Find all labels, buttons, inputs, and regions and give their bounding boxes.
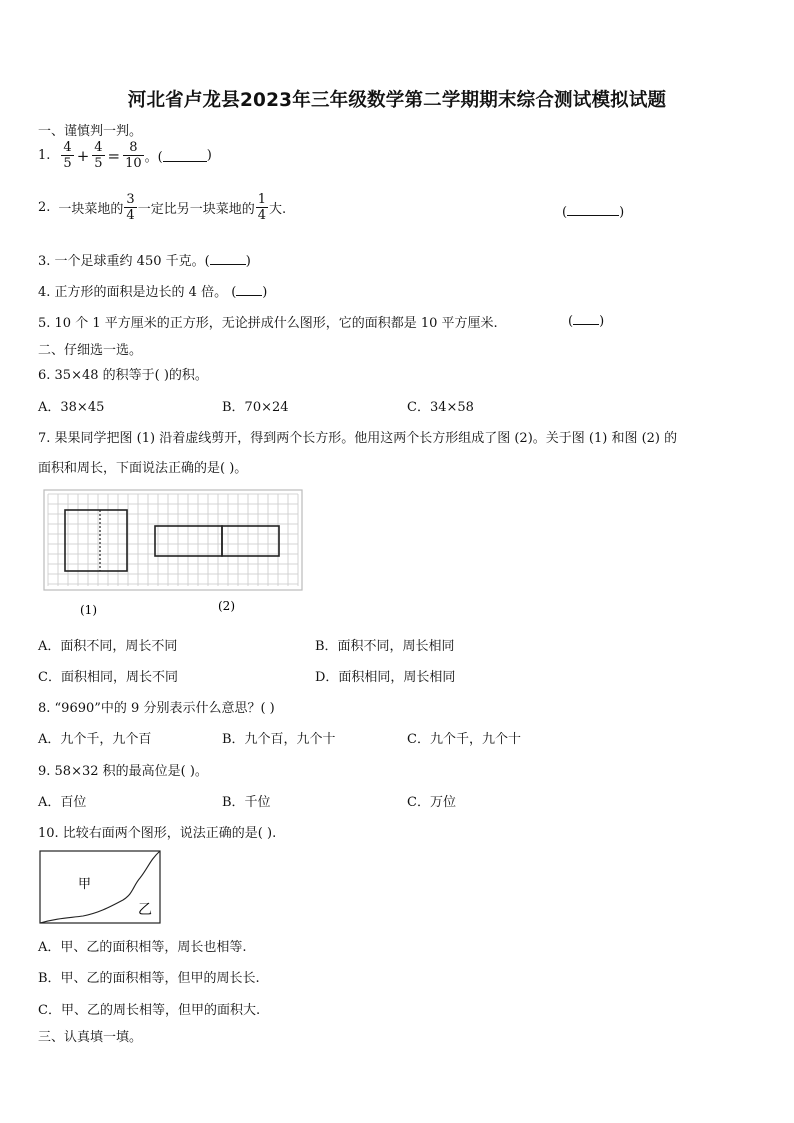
q8-option-a[interactable]: A．九个千，九个百 bbox=[38, 732, 152, 747]
q1-fraction-1: $\frac{4}{5}$ bbox=[63, 140, 72, 171]
q6-option-c[interactable]: C．34×58 bbox=[407, 400, 474, 415]
question-7-line-1: 7. 果果同学把图 (1) 沿着虚线剪开，得到两个长方形。他用这两个长方形组成了图 (2)。关于图 (1) 和图 (2) 的 bbox=[38, 431, 678, 446]
question-6: 6. 35×48 的积等于( )的积。 bbox=[38, 368, 208, 383]
section-3-heading: 三、认真填一填。 bbox=[38, 1030, 143, 1045]
q9-option-a[interactable]: A．百位 bbox=[38, 795, 87, 810]
q5-answer-blank[interactable] bbox=[573, 312, 599, 325]
q5-answer: ( ) bbox=[568, 314, 605, 329]
question-9: 9. 58×32 积的最高位是( )。 bbox=[38, 764, 208, 779]
q10-option-a[interactable]: A．甲、乙的面积相等，周长也相等. bbox=[38, 940, 247, 955]
q7-grid-figure bbox=[40, 484, 310, 620]
q1-equals: = bbox=[107, 146, 121, 165]
q1-fraction-3: $\frac{8}{10}$ bbox=[125, 140, 142, 171]
q10-option-c[interactable]: C．甲、乙的周长相等，但甲的面积大. bbox=[38, 1003, 261, 1018]
q9-option-b[interactable]: B．千位 bbox=[222, 795, 271, 810]
question-4: 4. 正方形的面积是边长的 4 倍。 ( ) bbox=[38, 285, 268, 300]
q8-option-c[interactable]: C．九个千，九个十 bbox=[407, 732, 521, 747]
q6-option-a[interactable]: A．38×45 bbox=[38, 400, 105, 415]
question-1 bbox=[38, 140, 212, 171]
q7-option-d[interactable]: D．面积相同，周长相同 bbox=[315, 670, 456, 685]
q7-option-c[interactable]: C．面积相同，周长不同 bbox=[38, 670, 178, 685]
q8-option-b[interactable]: B．九个百，九个十 bbox=[222, 732, 336, 747]
question-7-line-2: 面积和周长，下面说法正确的是( )。 bbox=[38, 461, 248, 476]
figure-1-label: (1) bbox=[80, 603, 97, 617]
question-3: 3. 一个足球重约 450 千克。( ) bbox=[38, 254, 251, 269]
figure-2 bbox=[155, 526, 279, 556]
grid-border bbox=[44, 490, 302, 590]
q2-text-a: 一块菜地的 bbox=[58, 202, 124, 217]
q2-text-c: 大. bbox=[269, 202, 287, 217]
section-2-heading: 二、仔细选一选。 bbox=[38, 343, 143, 358]
q9-option-c[interactable]: C．万位 bbox=[407, 795, 456, 810]
figure-2-label: (2) bbox=[218, 599, 235, 613]
section-1-heading: 一、谨慎判一判。 bbox=[38, 124, 143, 139]
q3-answer-blank[interactable] bbox=[210, 252, 246, 265]
question-10: 10. 比较右面两个图形，说法正确的是( ). bbox=[38, 826, 277, 841]
q4-answer-blank[interactable] bbox=[236, 283, 262, 296]
grid-lines bbox=[48, 494, 298, 586]
question-8: 8. “9690”中的 9 分别表示什么意思？( ) bbox=[38, 701, 275, 716]
q2-text-b: 一定比另一块菜地的 bbox=[137, 202, 255, 217]
q2-number: 2. bbox=[38, 200, 51, 215]
q1-plus: + bbox=[76, 146, 90, 165]
q10-label-jia: 甲 bbox=[78, 877, 92, 892]
q10-label-yi: 乙 bbox=[138, 902, 152, 918]
q2-answer-blank[interactable] bbox=[567, 203, 619, 216]
q1-answer-blank[interactable] bbox=[163, 149, 207, 162]
q1-close: ) bbox=[206, 148, 212, 163]
q1-tail: 。( bbox=[144, 150, 163, 165]
q7-option-a[interactable]: A．面积不同，周长不同 bbox=[38, 639, 178, 654]
q6-option-b[interactable]: B．70×24 bbox=[222, 400, 289, 415]
q10-figure bbox=[38, 848, 164, 926]
q2-fraction-1: $\frac{3}{4}$ bbox=[126, 192, 135, 223]
page-title: 河北省卢龙县2023年三年级数学第二学期期末综合测试模拟试题 bbox=[127, 90, 667, 111]
q7-option-b[interactable]: B．面积不同，周长相同 bbox=[315, 639, 455, 654]
question-2 bbox=[38, 192, 286, 223]
q2-answer: ( ) bbox=[562, 205, 625, 220]
q1-fraction-2: $\frac{4}{5}$ bbox=[94, 140, 103, 171]
q10-option-b[interactable]: B．甲、乙的面积相等，但甲的周长长. bbox=[38, 971, 260, 986]
q1-number: 1. bbox=[38, 148, 51, 163]
q2-fraction-2: $\frac{1}{4}$ bbox=[257, 192, 266, 223]
question-5: 5. 10 个 1 平方厘米的正方形，无论拼成什么图形，它的面积都是 10 平方厘米. bbox=[38, 316, 498, 331]
